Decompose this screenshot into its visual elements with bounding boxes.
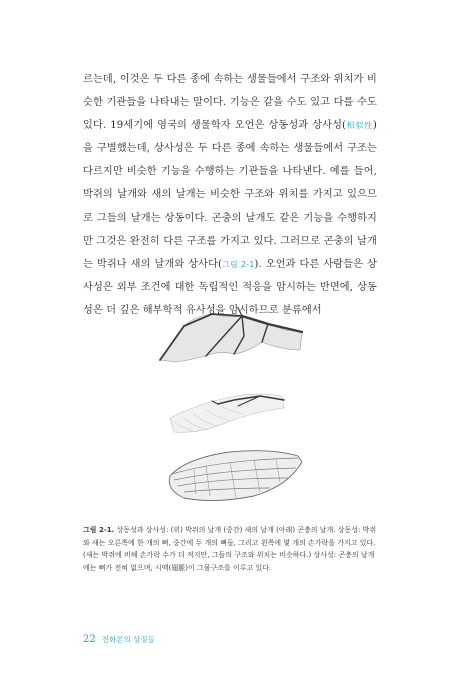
caption-label: 그림 2-1. bbox=[83, 526, 115, 534]
page-footer bbox=[83, 634, 155, 645]
hanja-annotation: 相似性 bbox=[346, 121, 373, 131]
bat-wing-illustration bbox=[150, 308, 310, 370]
body-text-part-1: 르는데, 이것은 두 다른 종에 속하는 생물들에서 구조와 위치가 비슷한 기관들을 나타내는 말이다. 기능은 같을 수도 있고 다를 수도 있다. 19세기에 영국의 생물학자 오언은 상동성과 상사성( bbox=[83, 74, 377, 132]
bird-wing-illustration bbox=[150, 378, 310, 438]
body-paragraph bbox=[83, 68, 377, 322]
caption-text: 상동성과 상사성: (위) 박쥐의 날개 (중간) 새의 날개 (아래) 곤충의 날개. 상동성: 박쥐와 새는 오른쪽에 한 개의 뼈, 중간에 두 개의 뼈들, 그리고 왼쪽에 몇 개의 손가락을 가지고 있다. (새는 박쥐에 비해 손가락 수가 더 적지만, 그들의 구조와 위치는 비슷하다.) 상사성: 곤충의 날개에는 뼈가 전혀 없으며, 시맥(翅脈)이 그물구조를 이루고 있다. bbox=[83, 526, 377, 572]
figure-caption bbox=[83, 524, 377, 574]
insect-wing-illustration bbox=[150, 444, 310, 506]
page-number: 22 bbox=[83, 634, 96, 645]
book-title: 진화론의 상징들 bbox=[101, 635, 155, 644]
figure-wings bbox=[150, 308, 310, 504]
figure-reference: 그림 2-1 bbox=[222, 259, 255, 269]
body-text bbox=[83, 68, 377, 322]
body-text-part-2: )을 구별했는데, 상사성은 두 다른 종에 속하는 생물들에서 구조는 다르지만 비슷한 기능을 수행하는 기관들을 나타낸다. 예를 들어, 박쥐의 날개와 새의 날개는 비슷한 구조와 위치를 가지고 있으므로 그들의 날개는 상동이다. 곤충의 날개도 같은 기능을 수행하지만 그것은 완전히 다른 구조를 가지고 있다. 그러므로 곤충의 날개는 박쥐나 새의 날개와 상사다( bbox=[83, 120, 377, 270]
body-text-part-3: ). 오언과 다른 사람들은 상사성은 외부 조건에 대한 독립적인 적응을 암시하는 반면에, 상동성은 더 깊은 해부학적 유사성을 암시하므로 분류에서 bbox=[83, 258, 377, 316]
